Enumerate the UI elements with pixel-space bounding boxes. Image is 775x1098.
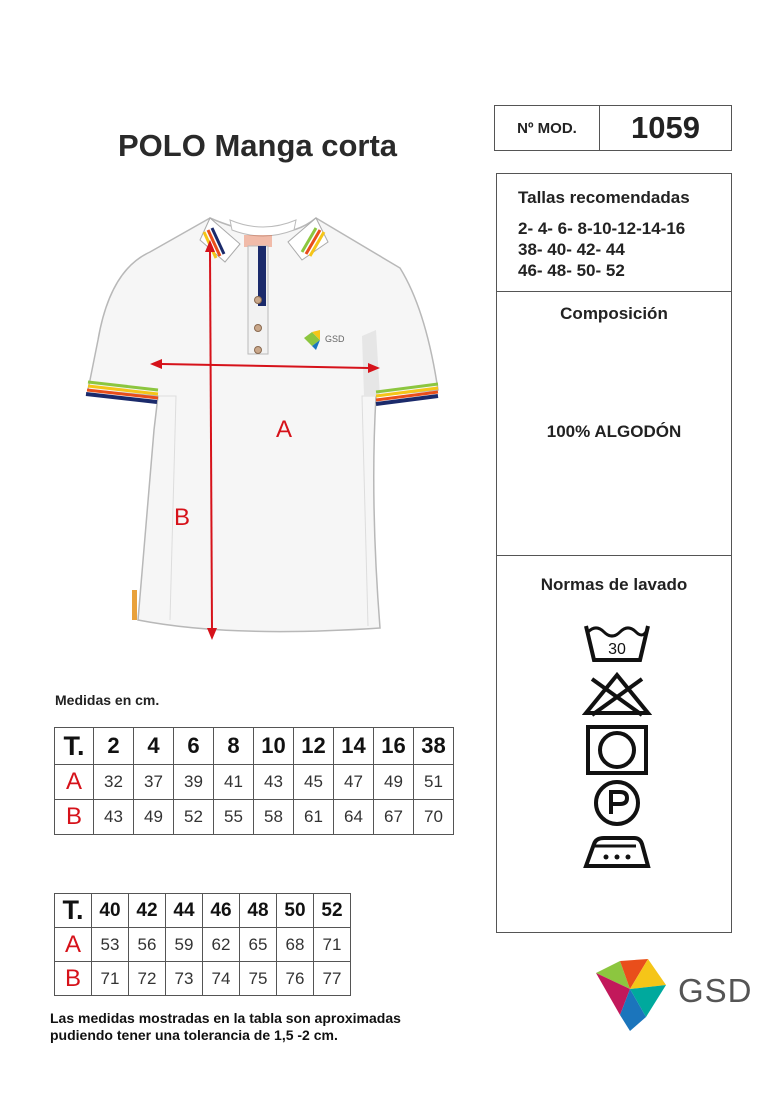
value-cell: 52: [174, 800, 214, 835]
composicion-section: [497, 292, 731, 556]
brand-name: GSD: [678, 972, 753, 1009]
value-cell: 47: [334, 765, 374, 800]
size-cell: 46: [203, 894, 240, 928]
iron-low-icon: [582, 832, 652, 870]
value-cell: 70: [414, 800, 454, 835]
value-cell: 53: [92, 928, 129, 962]
tallas-section: [497, 174, 731, 292]
size-cell: 16: [374, 728, 414, 765]
row-label: A: [55, 928, 92, 962]
wash-30-icon: [582, 620, 652, 664]
composicion-value: 100% ALGODÓN: [546, 422, 682, 441]
value-cell: 65: [240, 928, 277, 962]
size-head: T.: [55, 894, 92, 928]
value-cell: 43: [94, 800, 134, 835]
value-cell: 73: [166, 962, 203, 996]
info-panel: [496, 173, 732, 933]
model-label: Nº MOD.: [495, 106, 600, 150]
size-row: [55, 728, 454, 765]
value-cell: 74: [203, 962, 240, 996]
measure-row-b: [55, 962, 351, 996]
size-cell: 40: [92, 894, 129, 928]
polo-diagram: [80, 200, 450, 650]
gsd-logo-icon: [590, 955, 672, 1035]
tallas-line: 2- 4- 6- 8-10-12-14-16: [518, 219, 686, 238]
measure-row-b: [55, 800, 454, 835]
value-cell: 64: [334, 800, 374, 835]
value-cell: 39: [174, 765, 214, 800]
value-cell: 75: [240, 962, 277, 996]
measure-row-a: [55, 928, 351, 962]
size-cell: 50: [277, 894, 314, 928]
value-cell: 58: [254, 800, 294, 835]
no-bleach-icon: [582, 671, 652, 717]
measure-label-b: B: [174, 504, 191, 531]
size-cell: 10: [254, 728, 294, 765]
value-cell: 62: [203, 928, 240, 962]
value-cell: 72: [129, 962, 166, 996]
page-title: POLO Manga corta: [118, 128, 398, 163]
value-cell: 76: [277, 962, 314, 996]
wash-temp: 30: [608, 641, 626, 658]
value-cell: 45: [294, 765, 334, 800]
size-cell: 48: [240, 894, 277, 928]
size-cell: 4: [134, 728, 174, 765]
dry-clean-p-icon: [582, 778, 652, 828]
size-cell: 38: [414, 728, 454, 765]
value-cell: 37: [134, 765, 174, 800]
value-cell: 71: [92, 962, 129, 996]
lavado-section: [497, 556, 731, 931]
model-number-box: [494, 105, 732, 151]
tallas-heading: Tallas recomendadas: [518, 188, 690, 207]
size-head: T.: [55, 728, 94, 765]
value-cell: 56: [129, 928, 166, 962]
value-cell: 55: [214, 800, 254, 835]
medidas-label: Medidas en cm.: [55, 692, 160, 708]
model-value: 1059: [631, 110, 700, 145]
row-label: A: [55, 765, 94, 800]
value-cell: 51: [414, 765, 454, 800]
size-table-1: [54, 727, 454, 835]
value-cell: 67: [374, 800, 414, 835]
row-label: B: [55, 962, 92, 996]
size-cell: 12: [294, 728, 334, 765]
tallas-line: 46- 48- 50- 52: [518, 261, 625, 280]
size-row: [55, 894, 351, 928]
row-label: B: [55, 800, 94, 835]
tumble-dry-icon: [582, 724, 652, 776]
value-cell: 49: [374, 765, 414, 800]
size-cell: 14: [334, 728, 374, 765]
value-cell: 61: [294, 800, 334, 835]
tallas-line: 38- 40- 42- 44: [518, 240, 625, 259]
size-cell: 8: [214, 728, 254, 765]
lavado-heading: Normas de lavado: [540, 575, 688, 594]
chest-logo-text: GSD: [325, 334, 345, 344]
tolerance-note: Las medidas mostradas en la tabla son aproximadas pudiendo tener una tolerancia de 1,5 -2 cm.: [50, 1010, 401, 1043]
value-cell: 68: [277, 928, 314, 962]
measure-label-a: A: [276, 416, 293, 443]
size-cell: 44: [166, 894, 203, 928]
size-cell: 2: [94, 728, 134, 765]
composicion-heading: Composición: [560, 304, 668, 323]
value-cell: 43: [254, 765, 294, 800]
value-cell: 32: [94, 765, 134, 800]
value-cell: 59: [166, 928, 203, 962]
value-cell: 41: [214, 765, 254, 800]
size-cell: 6: [174, 728, 214, 765]
size-cell: 52: [314, 894, 351, 928]
size-table-2: [54, 893, 351, 996]
measure-row-a: [55, 765, 454, 800]
size-cell: 42: [129, 894, 166, 928]
value-cell: 77: [314, 962, 351, 996]
value-cell: 71: [314, 928, 351, 962]
value-cell: 49: [134, 800, 174, 835]
